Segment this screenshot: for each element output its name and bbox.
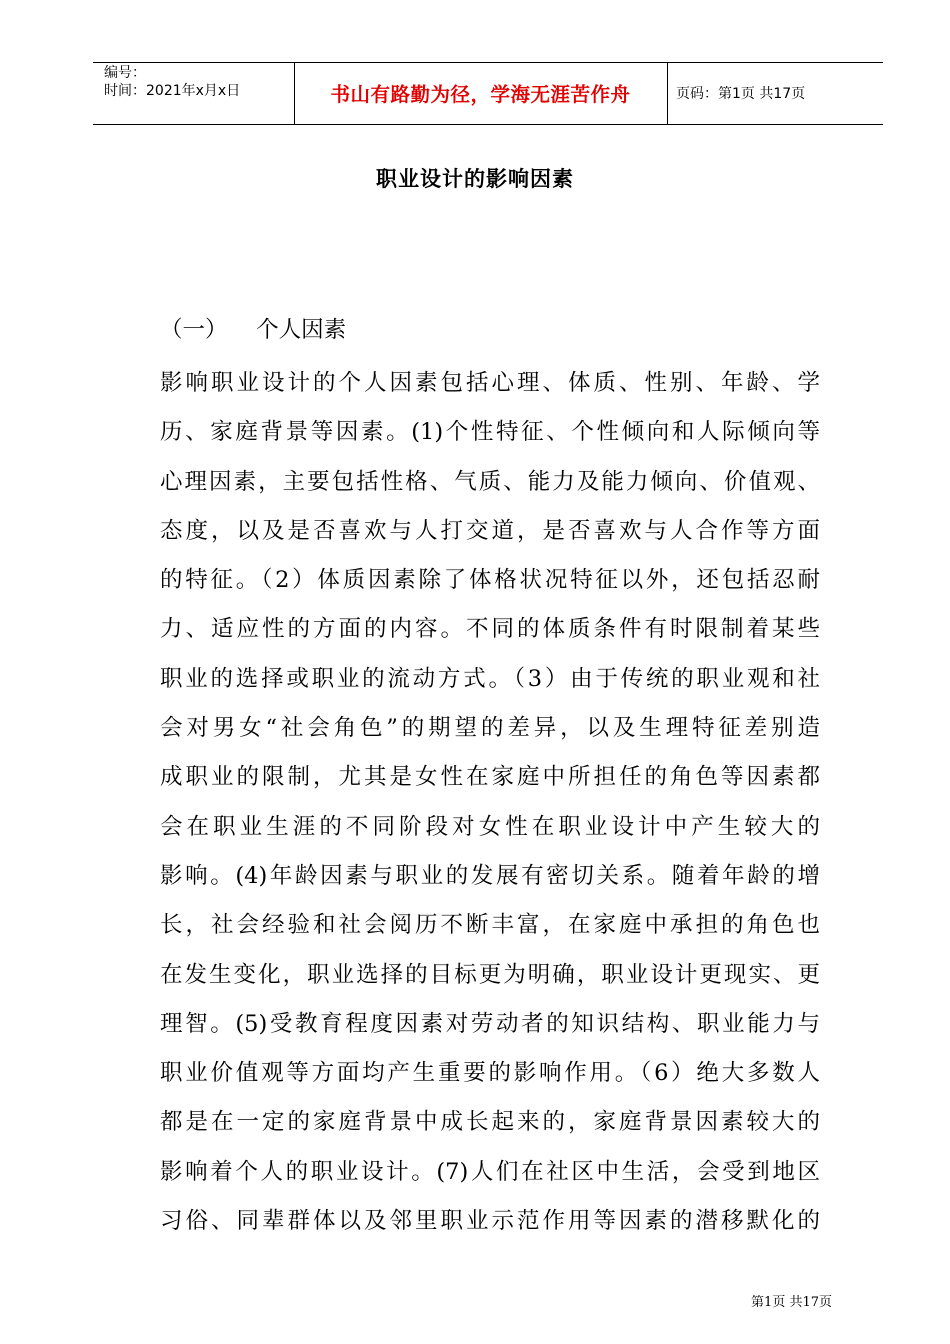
body-line: 成职业的限制，尤其是女性在家庭中所担任的角色等因素都	[160, 764, 820, 791]
body-line: 影响。(4)年龄因素与职业的发展有密切关系。随着年龄的增	[160, 862, 820, 889]
body-line: 职业价值观等方面均产生重要的影响作用。（6）绝大多数人	[160, 1060, 820, 1087]
body-line: 在发生变化，职业选择的目标更为明确，职业设计更现实、更	[160, 961, 820, 988]
body-line: 态度，以及是否喜欢与人打交道，是否喜欢与人合作等方面	[160, 517, 820, 544]
body-paragraph	[160, 359, 820, 1246]
header-number-label: 编号：	[104, 65, 146, 81]
body-line: 力、适应性的方面的内容。不同的体质条件有时限制着某些	[160, 616, 820, 643]
header-divider-right	[667, 62, 668, 124]
body-line: 会在职业生涯的不同阶段对女性在职业设计中产生较大的	[160, 813, 820, 840]
body-line: 都是在一定的家庭背景中成长起来的，家庭背景因素较大的	[160, 1109, 820, 1136]
body-line: 职业的选择或职业的流动方式。（3）由于传统的职业观和社	[160, 665, 820, 692]
body-line: 心理因素，主要包括性格、气质、能力及能力倾向、价值观、	[160, 468, 820, 495]
header-bottom-rule	[93, 124, 883, 125]
document-title: 职业设计的影响因素	[376, 167, 574, 191]
body-line: 历、家庭背景等因素。(1)个性特征、个性倾向和人际倾向等	[160, 419, 820, 446]
body-line: 影响职业设计的个人因素包括心理、体质、性别、年龄、学	[160, 370, 820, 396]
body-line: 影响着个人的职业设计。(7)人们在社区中生活，会受到地区	[160, 1158, 820, 1185]
header-time-label: 时间：2021年x月x日	[104, 83, 241, 99]
header-meta	[104, 64, 240, 100]
body-line: 理智。(5)受教育程度因素对劳动者的知识结构、职业能力与	[160, 1010, 820, 1037]
body-line: 的特征。（2）体质因素除了体格状况特征以外，还包括忍耐	[160, 567, 820, 594]
header-page-info: 页码：第1页 共17页	[676, 86, 806, 102]
body-line: 习俗、同辈群体以及邻里职业示范作用等因素的潜移默化的	[160, 1208, 820, 1235]
body-line: 会对男女“社会角色”的期望的差异，以及生理特征差别造	[160, 715, 820, 742]
section-heading: （一） 个人因素	[160, 317, 347, 343]
footer-page-number: 第1页 共17页	[751, 1295, 832, 1310]
header-motto: 书山有路勤为径，学海无涯苦作舟	[330, 83, 631, 106]
body-line: 长，社会经验和社会阅历不断丰富，在家庭中承担的角色也	[160, 912, 820, 939]
